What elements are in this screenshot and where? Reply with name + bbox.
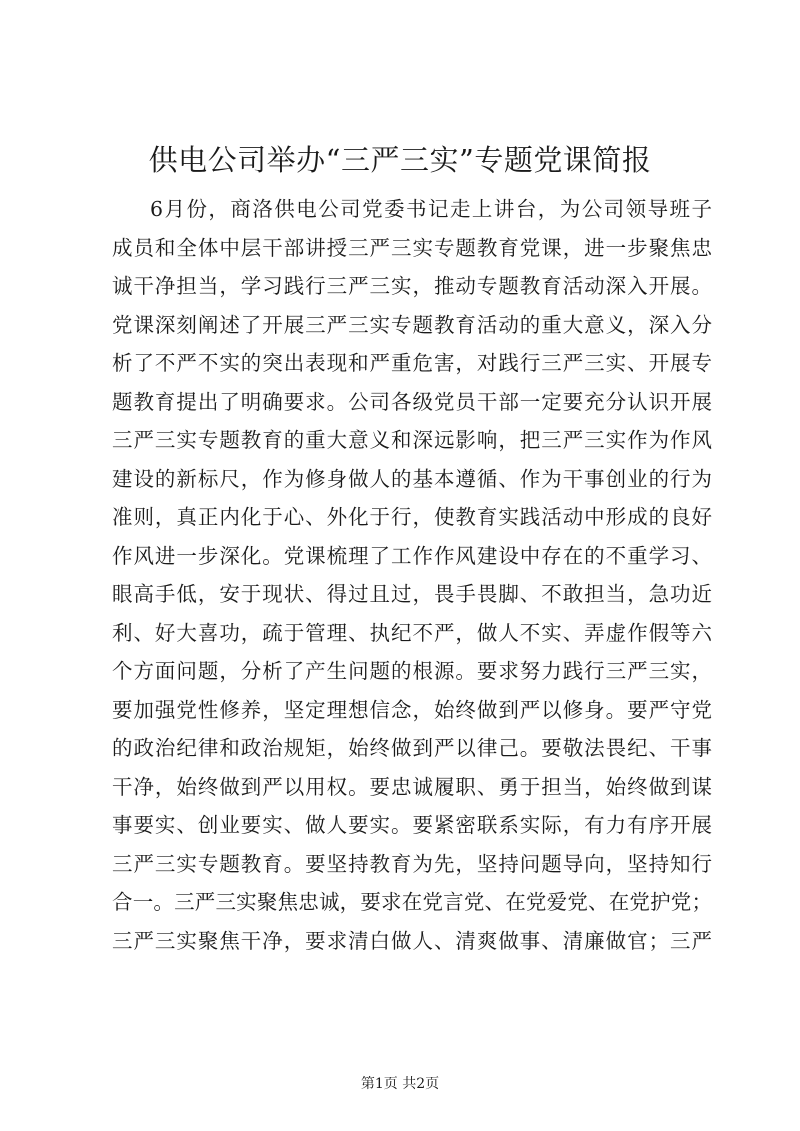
body-line: 要加强党性修养，坚定理想信念，始终做到严以修身。要严守党 [112,697,712,722]
body-line: 建设的新标尺，作为修身做人的基本遵循、作为干事创业的行为 [112,466,712,491]
body-line: 三严三实专题教育。要坚持教育为先，坚持问题导向，坚持知行 [112,851,712,876]
document-body [112,190,712,960]
body-line: 准则，真正内化于心、外化于行，使教育实践活动中形成的良好 [112,505,712,529]
body-line: 三严三实聚焦干净，要求清白做人、清爽做事、清廉做官；三严 [112,928,712,953]
body-line: 诚干净担当，学习践行三严三实，推动专题教育活动深入开展。 [112,274,712,298]
document-title: 供电公司举办“三严三实”专题党课简报 [148,143,652,177]
body-line: 作风进一步深化。党课梳理了工作作风建设中存在的不重学习、 [112,543,712,568]
body-line: 题教育提出了明确要求。公司各级党员干部一定要充分认识开展 [112,389,712,414]
body-line: 利、好大喜功，疏于管理、执纪不严，做人不实、弄虚作假等六 [112,620,712,645]
body-line: 个方面问题，分析了产生问题的根源。要求努力践行三严三实， [112,659,712,683]
body-line: 党课深刻阐述了开展三严三实专题教育活动的重大意义，深入分 [112,312,712,337]
body-line: 的政治纪律和政治规矩，始终做到严以律己。要敬法畏纪、干事 [112,736,712,760]
body-line: 合一。三严三实聚焦忠诚，要求在党言党、在党爱党、在党护党； [112,890,712,914]
body-line: 析了不严不实的突出表现和严重危害，对践行三严三实、开展专 [112,351,712,375]
body-line: 三严三实专题教育的重大意义和深远影响，把三严三实作为作风 [112,428,712,452]
page-footer: 第1页 共2页 [360,1076,440,1092]
body-line: 6月份，商洛供电公司党委书记走上讲台，为公司领导班子 [150,197,712,221]
body-line: 干净，始终做到严以用权。要忠诚履职、勇于担当，始终做到谋 [112,774,712,799]
body-line: 眼高手低，安于现状、得过且过，畏手畏脚、不敢担当，急功近 [112,582,712,606]
body-line: 成员和全体中层干部讲授三严三实专题教育党课，进一步聚焦忠 [112,235,712,260]
body-line: 事要实、创业要实、做人要实。要紧密联系实际，有力有序开展 [112,813,712,837]
